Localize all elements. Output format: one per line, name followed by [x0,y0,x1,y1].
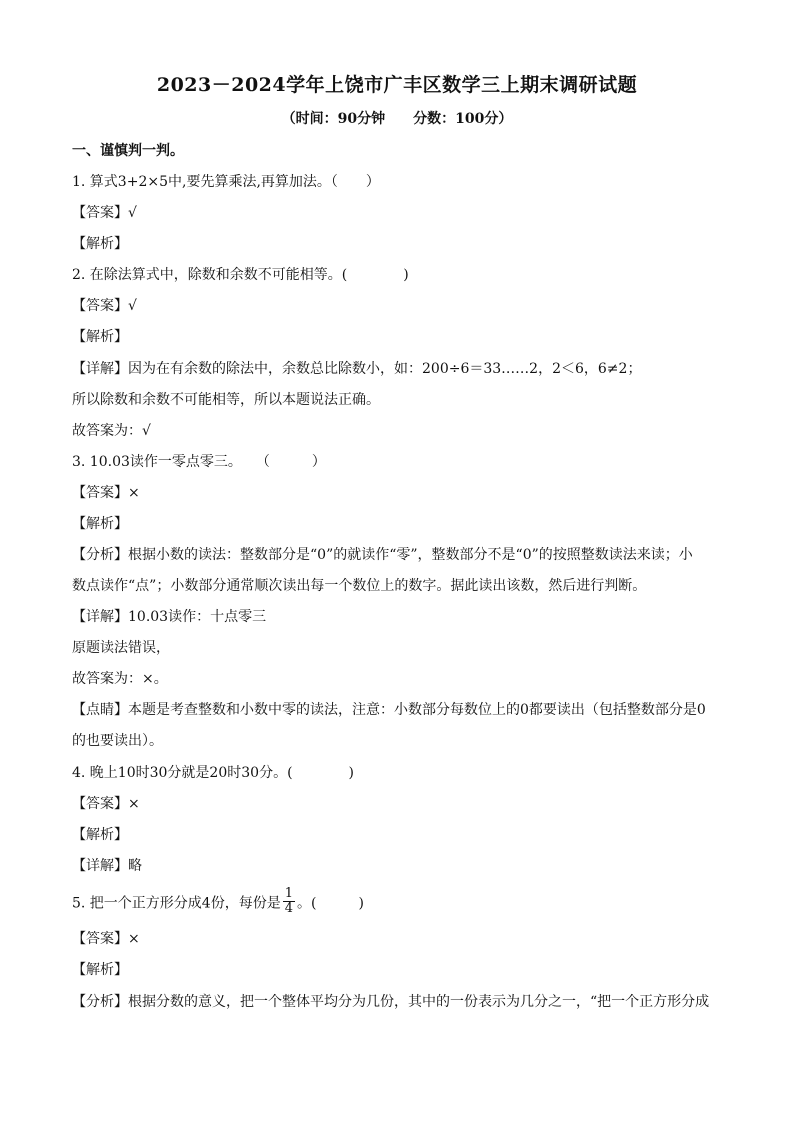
analysis-5: 【解析】 [72,962,128,978]
detail-3-cont: 原题读法错误， [72,640,170,656]
question-2: 2. 在除法算式中，除数和余数不可能相等。( ) [72,267,409,283]
question-5-suffix: 。( ) [297,895,364,912]
section-heading: 一、谨慎判一判。 [72,143,184,159]
fenxi-3: 【分析】根据小数的读法：整数部分是“0”的就读作“零”，整数部分不是“0”的按照整数读法来读；小 [72,547,693,563]
question-1: 1. 算式3+2×5中,要先算乘法,再算加法。（ ） [72,174,380,190]
page-title: 2023－2024学年上饶市广丰区数学三上期末调研试题 [156,74,638,96]
analysis-1: 【解析】 [72,236,128,252]
question-3: 3. 10.03读作一零点零三。 （ ） [72,454,326,470]
conclusion-3: 故答案为：×。 [72,671,168,687]
analysis-2: 【解析】 [72,329,128,345]
fraction-numerator: 1 [284,886,293,901]
question-4: 4. 晚上10时30分就是20时30分。( ) [72,765,354,781]
fenxi-3-cont: 数点读作“点”；小数部分通常顺次读出每一个数位上的数字。据此读出该数，然后进行判断。 [72,578,647,594]
detail-2: 【详解】因为在有余数的除法中，余数总比除数小，如：200÷6＝33……2，2＜6，6≠2； [72,361,642,377]
fraction-one-quarter [283,887,295,916]
dianjing-3-cont: 的也要读出）。 [72,733,163,749]
detail-3: 【详解】10.03读作：十点零三 [72,609,267,625]
answer-3: 【答案】× [72,485,140,501]
answer-2: 【答案】√ [72,298,137,314]
answer-4: 【答案】× [72,796,140,812]
analysis-3: 【解析】 [72,516,128,532]
answer-1: 【答案】√ [72,205,137,221]
detail-4: 【详解】略 [72,858,142,874]
page-subtitle: （时间：90分钟 分数：100分） [281,111,513,127]
question-5-prefix: 5. 把一个正方形分成4份，每份是 [72,895,281,912]
question-5 [72,886,727,918]
analysis-4: 【解析】 [72,827,128,843]
detail-2-cont: 所以除数和余数不可能相等，所以本题说法正确。 [72,392,380,408]
fraction-denominator: 4 [284,901,293,916]
answer-5: 【答案】× [72,931,140,947]
fenxi-5: 【分析】根据分数的意义，把一个整体平均分为几份，其中的一份表示为几分之一，“把一个正方形分成 [72,994,710,1010]
dianjing-3: 【点睛】本题是考查整数和小数中零的读法，注意：小数部分每数位上的0都要读出（包括整数部分是0 [72,702,706,718]
conclusion-2: 故答案为：√ [72,423,151,439]
